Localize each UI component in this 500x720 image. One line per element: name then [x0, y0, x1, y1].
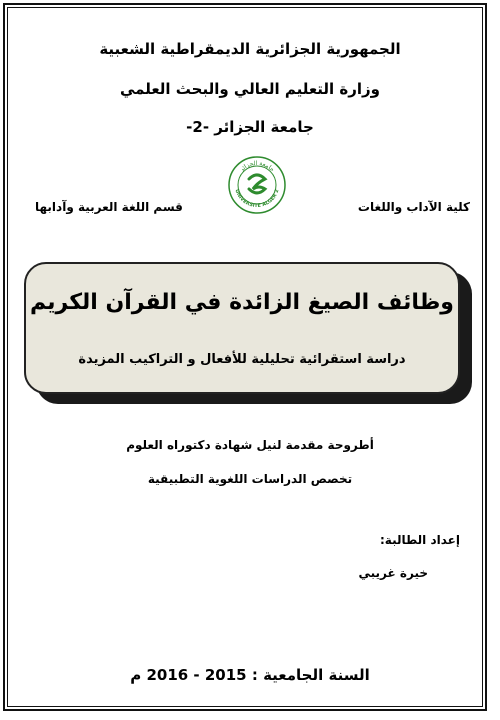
title-box [24, 262, 460, 394]
ministry-name: وزارة التعليم العالي والبحث العلمي [119, 80, 381, 98]
thesis-title: وظائف الصيغ الزائدة في القرآن الكريم [30, 290, 454, 315]
republic-name: الجمهورية الجزائرية الديمقراطية الشعبية [99, 40, 401, 58]
student-name: خيرة غريبي [358, 566, 428, 580]
thesis-description: أطروحة مقدمة لنيل شهادة دكتوراه العلوم [126, 438, 374, 452]
department-name: قسم اللغة العربية وآدابها [35, 200, 183, 214]
thesis-subtitle: دراسة استقرائية تحليلية للأفعال و التراكيب المزيدة [78, 352, 406, 367]
seal-arabic-text: جامعة الجزائر [238, 159, 276, 174]
university-name: جامعة الجزائر -2- [186, 118, 314, 136]
academic-year: السنة الجامعية : 2015 - 2016 م [130, 666, 370, 684]
university-seal-icon [227, 155, 287, 215]
faculty-name: كلية الآداب واللغات [357, 200, 470, 214]
seal-french-text: UNIVERSITE ALGER 2 [233, 188, 281, 210]
thesis-specialty: تخصص الدراسات اللغوية التطبيقية [147, 472, 353, 486]
prepared-by-label: إعداد الطالبة: [380, 533, 460, 547]
